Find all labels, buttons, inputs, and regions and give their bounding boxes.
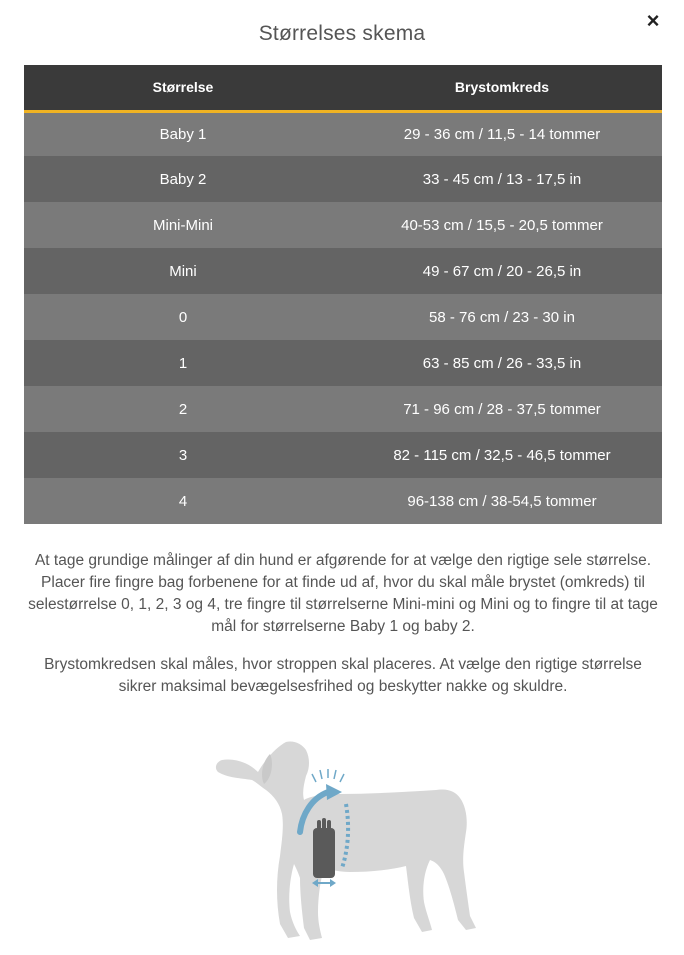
table-row [24,248,662,294]
cell-size: Mini [24,248,342,294]
cell-chest: 58 - 76 cm / 23 - 30 in [342,294,662,340]
close-button[interactable] [642,10,664,32]
cell-chest: 40-53 cm / 15,5 - 20,5 tommer [342,202,662,248]
table-row [24,156,662,202]
cell-size: 2 [24,386,342,432]
cell-chest: 96-138 cm / 38-54,5 tommer [342,478,662,524]
table-row [24,294,662,340]
cell-size: 4 [24,478,342,524]
cell-size: Mini-Mini [24,202,342,248]
cell-size: Baby 1 [24,111,342,156]
cell-chest: 82 - 115 cm / 32,5 - 46,5 tommer [342,432,662,478]
cell-size: 1 [24,340,342,386]
cell-size: 3 [24,432,342,478]
cell-size: 0 [24,294,342,340]
cell-chest: 49 - 67 cm / 20 - 26,5 in [342,248,662,294]
table-header-row [24,65,662,111]
table-row [24,432,662,478]
header-size: Størrelse [24,65,342,111]
close-icon: × [646,8,660,33]
cell-chest: 63 - 85 cm / 26 - 33,5 in [342,340,662,386]
table-row [24,202,662,248]
cell-chest: 29 - 36 cm / 11,5 - 14 tommer [342,111,662,156]
table-row [24,386,662,432]
dog-measurement-illustration [200,732,490,947]
measuring-instructions: At tage grundige målinger af din hund er afgørende for at vælge den rigtige sele størrelse. Placer fire fingre bag forbenene for at finde ud af, hvor du skal måle brystet (omkreds) til selestørrelse 0, 1, 2, 3 og 4, tre fingre til størrelserne Mini-mini og Mini og to fingre til at tage mål for størrelserne Baby 1 og baby 2. [28,552,658,635]
header-chest: Brystomkreds [342,65,662,111]
modal-title: Størrelses skema [258,22,426,45]
table-row [24,340,662,386]
measuring-note: Brystomkredsen skal måles, hvor stroppen skal placeres. At vælge den rigtige størrelse sikrer maksimal bevægelsesfrihed og beskytter nakke og skuldre. [44,656,642,695]
cell-size: Baby 2 [24,156,342,202]
cell-chest: 71 - 96 cm / 28 - 37,5 tommer [342,386,662,432]
table-row [24,111,662,156]
size-chart-table [24,65,662,524]
cell-chest: 33 - 45 cm / 13 - 17,5 in [342,156,662,202]
table-row [24,478,662,524]
